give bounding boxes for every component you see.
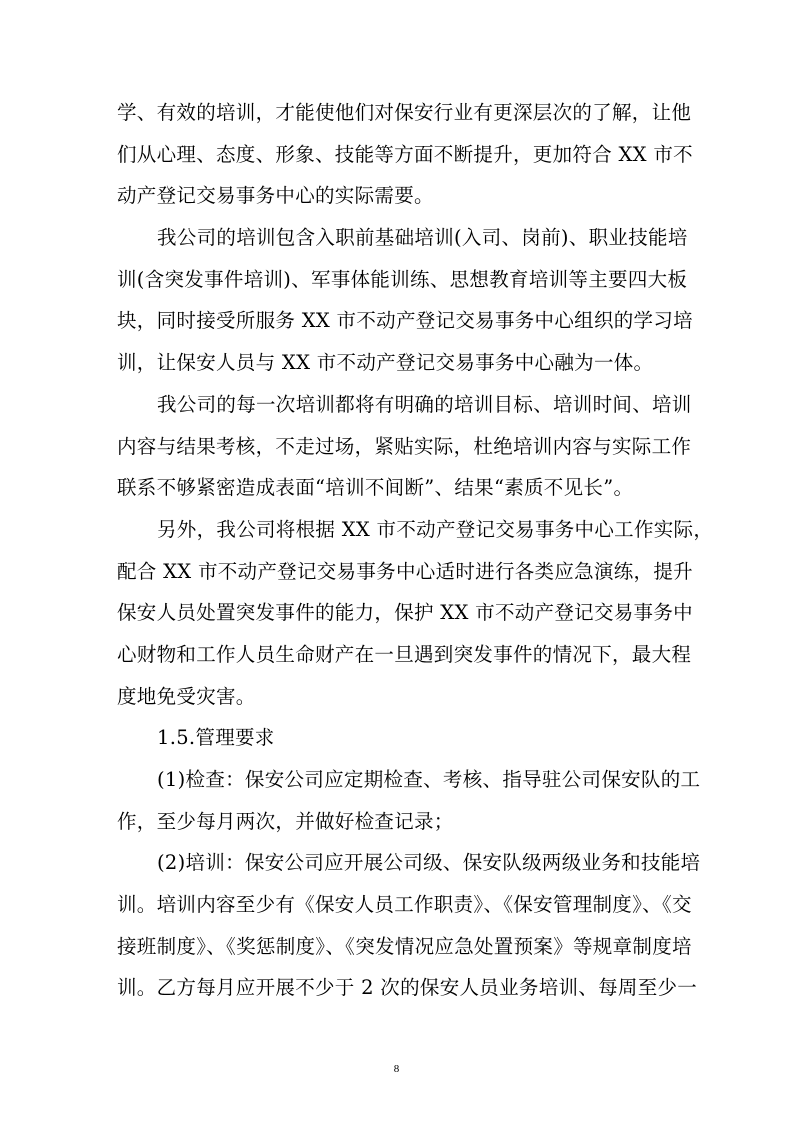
section-heading: 1.5.管理要求 — [157, 726, 275, 750]
text-line: 接班制度》、《奖惩制度》、《突发情况应急处置预案》等规章制度培 — [117, 934, 692, 958]
text-line: 训。培训内容至少有《保安人员工作职责》、《保安管理制度》、《交 — [117, 893, 692, 917]
text-line: 训(含突发事件培训)、军事体能训练、思想教育培训等主要四大板 — [117, 267, 688, 291]
text-line: (1)检查：保安公司应定期检查、考核、指导驻公司保安队的工 — [157, 768, 701, 791]
document-body — [117, 92, 714, 1009]
text-line: (2)培训：保安公司应开展公司级、保安队级两级业务和技能培 — [157, 851, 701, 875]
text-line: 保安人员处置突发事件的能力，保护 XX 市不动产登记交易事务中 — [117, 601, 693, 625]
page-number: 8 — [393, 1063, 400, 1075]
text-line: 块，同时接受所服务 XX 市不动产登记交易事务中心组织的学习培 — [117, 309, 693, 333]
text-line: 训。乙方每月应开展不少于 2 次的保安人员业务培训、每周至少一 — [117, 976, 698, 1000]
text-line: 我公司的每一次培训都将有明确的培训目标、培训时间、培训 — [157, 392, 692, 416]
text-line: 我公司的培训包含入职前基础培训(入司、岗前)、职业技能培 — [157, 226, 688, 250]
text-line: 联系不够紧密造成表面“培训不间断”、结果“素质不见长”。 — [117, 476, 634, 500]
text-line: 学、有效的培训，才能使他们对保安行业有更深层次的了解，让他 — [117, 101, 692, 124]
text-line: 配合 XX 市不动产登记交易事务中心适时进行各类应急演练，提升 — [117, 559, 693, 583]
text-line: 们从心理、态度、形象、技能等方面不断提升，更加符合 XX 市不 — [117, 142, 693, 166]
text-line: 度地免受灾害。 — [117, 684, 256, 708]
text-line: 作，至少每月两次，并做好检查记录； — [117, 809, 454, 833]
text-line: 另外，我公司将根据 XX 市不动产登记交易事务中心工作实际， — [157, 517, 714, 541]
text-line: 心财物和工作人员生命财产在一旦遇到突发事件的情况下，最大程 — [117, 642, 692, 666]
text-line: 内容与结果考核，不走过场，紧贴实际，杜绝培训内容与实际工作 — [117, 434, 692, 458]
text-line: 训，让保安人员与 XX 市不动产登记交易事务中心融为一体。 — [117, 351, 654, 375]
text-line: 动产登记交易事务中心的实际需要。 — [117, 184, 434, 208]
